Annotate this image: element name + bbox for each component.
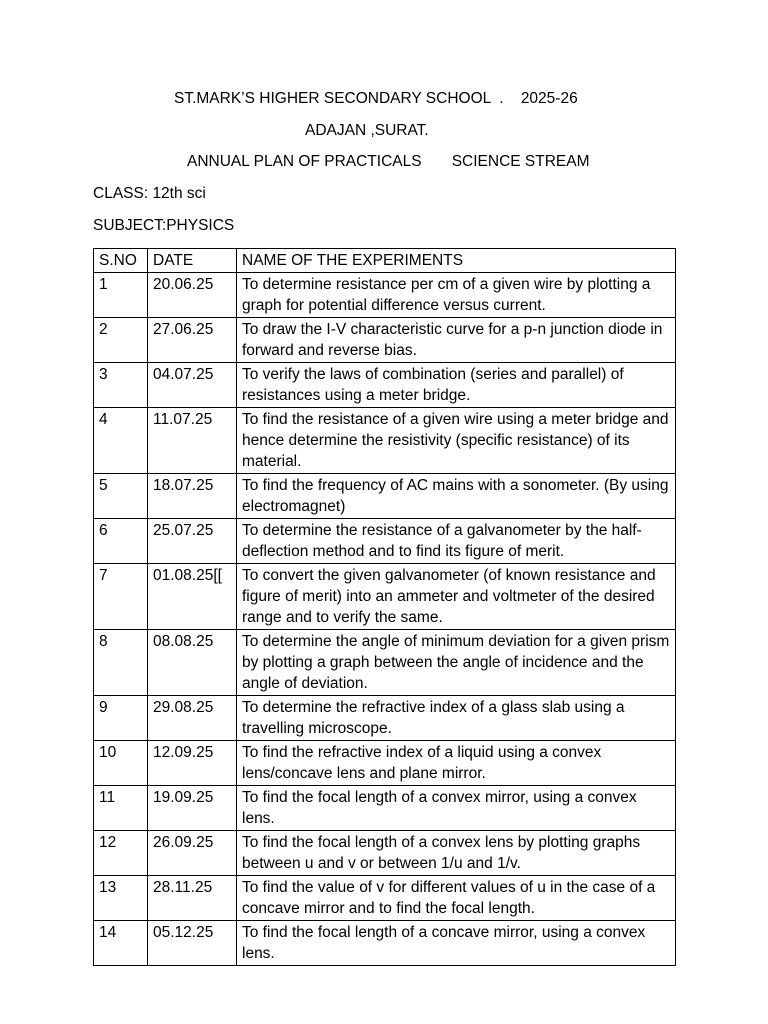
- row-experiment-name: To find the frequency of AC mains with a sonometer. (By using electromagnet): [237, 474, 676, 519]
- row-date: 04.07.25: [148, 363, 237, 408]
- row-date: 19.09.25: [148, 786, 237, 831]
- row-date: 25.07.25: [148, 519, 237, 564]
- table-row: [94, 876, 676, 921]
- row-sno: 10: [94, 741, 148, 786]
- row-sno: 6: [94, 519, 148, 564]
- row-experiment-name: To determine the refractive index of a glass slab using a travelling microscope.: [237, 696, 676, 741]
- row-date: 29.08.25: [148, 696, 237, 741]
- table-row: [94, 630, 676, 696]
- class-label: CLASS: 12th sci: [93, 185, 206, 202]
- table-row: [94, 921, 676, 966]
- table-row: [94, 474, 676, 519]
- row-experiment-name: To determine the resistance of a galvanometer by the half-deflection method and to find its figure of merit.: [237, 519, 676, 564]
- row-sno: 7: [94, 564, 148, 630]
- school-name: ST.MARK’S HIGHER SECONDARY SCHOOL . 2025-26: [174, 90, 578, 107]
- school-location: ADAJAN ,SURAT.: [305, 122, 429, 139]
- row-experiment-name: To find the focal length of a concave mirror, using a convex lens.: [237, 921, 676, 966]
- row-sno: 5: [94, 474, 148, 519]
- row-date: 20.06.25: [148, 273, 237, 318]
- row-date: 27.06.25: [148, 318, 237, 363]
- row-date: 01.08.25[[: [148, 564, 237, 630]
- table-row: [94, 831, 676, 876]
- row-experiment-name: To determine resistance per cm of a given wire by plotting a graph for potential difference versus current.: [237, 273, 676, 318]
- row-sno: 14: [94, 921, 148, 966]
- experiments-table: [93, 248, 676, 966]
- table-row: [94, 786, 676, 831]
- row-date: 28.11.25: [148, 876, 237, 921]
- table-header-row: [94, 249, 676, 273]
- row-experiment-name: To find the refractive index of a liquid using a convex lens/concave lens and plane mirror.: [237, 741, 676, 786]
- subject-label: SUBJECT:PHYSICS: [93, 217, 235, 234]
- row-date: 26.09.25: [148, 831, 237, 876]
- table-row: [94, 696, 676, 741]
- header-date: DATE: [148, 249, 237, 273]
- row-sno: 1: [94, 273, 148, 318]
- row-sno: 13: [94, 876, 148, 921]
- row-experiment-name: To find the focal length of a convex mirror, using a convex lens.: [237, 786, 676, 831]
- header-experiment-name: NAME OF THE EXPERIMENTS: [237, 249, 676, 273]
- row-date: 18.07.25: [148, 474, 237, 519]
- row-experiment-name: To verify the laws of combination (series and parallel) of resistances using a meter bridge.: [237, 363, 676, 408]
- row-sno: 11: [94, 786, 148, 831]
- table-row: [94, 363, 676, 408]
- row-experiment-name: To find the resistance of a given wire using a meter bridge and hence determine the resistivity (specific resistance) of its material.: [237, 408, 676, 474]
- row-sno: 3: [94, 363, 148, 408]
- row-sno: 2: [94, 318, 148, 363]
- row-sno: 9: [94, 696, 148, 741]
- row-sno: 8: [94, 630, 148, 696]
- row-experiment-name: To convert the given galvanometer (of known resistance and figure of merit) into an ammeter and voltmeter of the desired range and to verify the same.: [237, 564, 676, 630]
- table-row: [94, 519, 676, 564]
- row-sno: 12: [94, 831, 148, 876]
- row-date: 05.12.25: [148, 921, 237, 966]
- header-sno: S.NO: [94, 249, 148, 273]
- row-date: 12.09.25: [148, 741, 237, 786]
- row-sno: 4: [94, 408, 148, 474]
- row-experiment-name: To find the value of v for different values of u in the case of a concave mirror and to find the focal length.: [237, 876, 676, 921]
- table-row: [94, 318, 676, 363]
- table-row: [94, 273, 676, 318]
- row-date: 11.07.25: [148, 408, 237, 474]
- plan-title: ANNUAL PLAN OF PRACTICALS SCIENCE STREAM: [187, 153, 590, 170]
- table-row: [94, 741, 676, 786]
- row-experiment-name: To draw the I-V characteristic curve for a p-n junction diode in forward and reverse bias.: [237, 318, 676, 363]
- row-experiment-name: To determine the angle of minimum deviation for a given prism by plotting a graph between the angle of incidence and the angle of deviation.: [237, 630, 676, 696]
- row-date: 08.08.25: [148, 630, 237, 696]
- table-row: [94, 564, 676, 630]
- row-experiment-name: To find the focal length of a convex lens by plotting graphs between u and v or between 1/u and 1/v.: [237, 831, 676, 876]
- table-row: [94, 408, 676, 474]
